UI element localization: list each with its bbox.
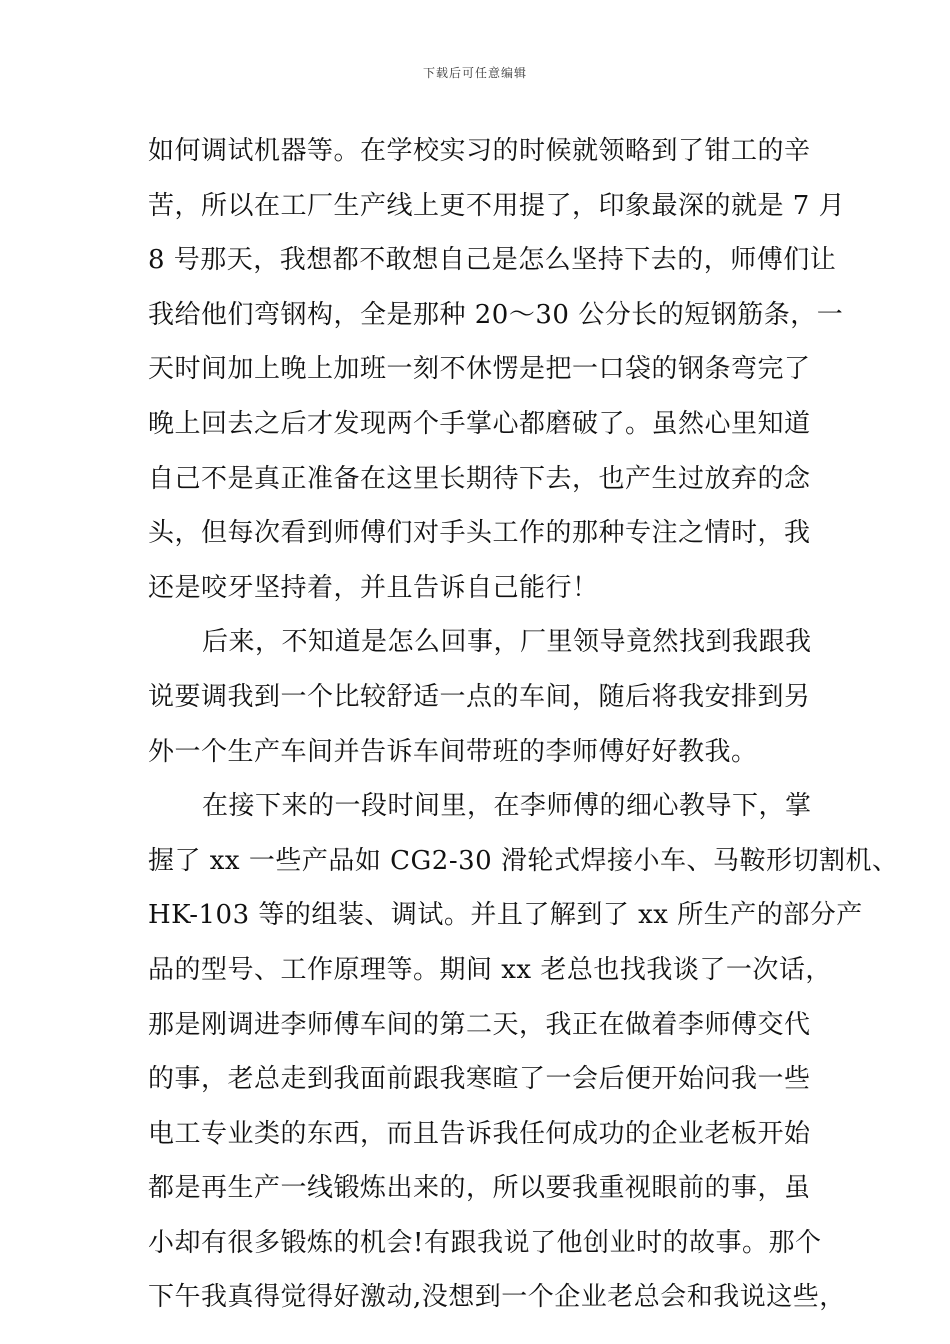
text-line: 外一个生产车间并告诉车间带班的李师傅好好教我。 xyxy=(148,736,758,767)
text-line: 天时间加上晚上加班一刻不休愣是把一口袋的钢条弯完了 xyxy=(148,354,811,385)
text-line: 都是再生产一线锻炼出来的，所以要我重视眼前的事，虽 xyxy=(148,1173,811,1204)
text-line: 苦，所以在工厂生产线上更不用提了，印象最深的就是 7 月 xyxy=(148,190,846,221)
text-line: 下午我真得觉得好激动,没想到一个企业老总会和我说这些， xyxy=(148,1282,846,1313)
text-line: 自己不是真正准备在这里长期待下去，也产生过放弃的念 xyxy=(148,463,811,494)
document-body xyxy=(148,124,899,1325)
text-line: 电工专业类的东西，而且告诉我任何成功的企业老板开始 xyxy=(148,1118,811,1149)
text-line: 握了 xx 一些产品如 CG2-30 滑轮式焊接小车、马鞍形切割机、 xyxy=(148,845,899,876)
text-line: 8 号那天，我想都不敢想自己是怎么坚持下去的，师傅们让 xyxy=(148,245,837,276)
text-line: 晚上回去之后才发现两个手掌心都磨破了。虽然心里知道 xyxy=(148,408,811,439)
text-line: 品的型号、工作原理等。期间 xx 老总也找我谈了一次话， xyxy=(148,954,832,985)
text-line: 小却有很多锻炼的机会!有跟我说了他创业时的故事。那个 xyxy=(148,1227,822,1258)
text-line: 的事，老总走到我面前跟我寒暄了一会后便开始问我一些 xyxy=(148,1064,811,1095)
text-line: 说要调我到一个比较舒适一点的车间，随后将我安排到另 xyxy=(148,681,811,712)
page-header: 下载后可任意编辑 xyxy=(422,66,527,80)
text-line: 那是刚调进李师傅车间的第二天，我正在做着李师傅交代 xyxy=(148,1009,811,1040)
paragraph-start-line: 在接下来的一段时间里，在李师傅的细心教导下，掌 xyxy=(202,791,812,822)
text-line: 还是咬牙坚持着，并且告诉自己能行！ xyxy=(148,572,599,603)
paragraph-start-line: 后来，不知道是怎么回事，厂里领导竟然找到我跟我 xyxy=(202,627,812,658)
text-line: HK-103 等的组装、调试。并且了解到了 xx 所生产的部分产 xyxy=(148,900,863,931)
text-line: 头，但每次看到师傅们对手头工作的那种专注之情时，我 xyxy=(148,518,811,549)
text-line: 我给他们弯钢构，全是那种 20～30 公分长的短钢筋条，一 xyxy=(148,299,844,330)
text-line: 如何调试机器等。在学校实习的时候就领略到了钳工的辛 xyxy=(148,136,811,166)
